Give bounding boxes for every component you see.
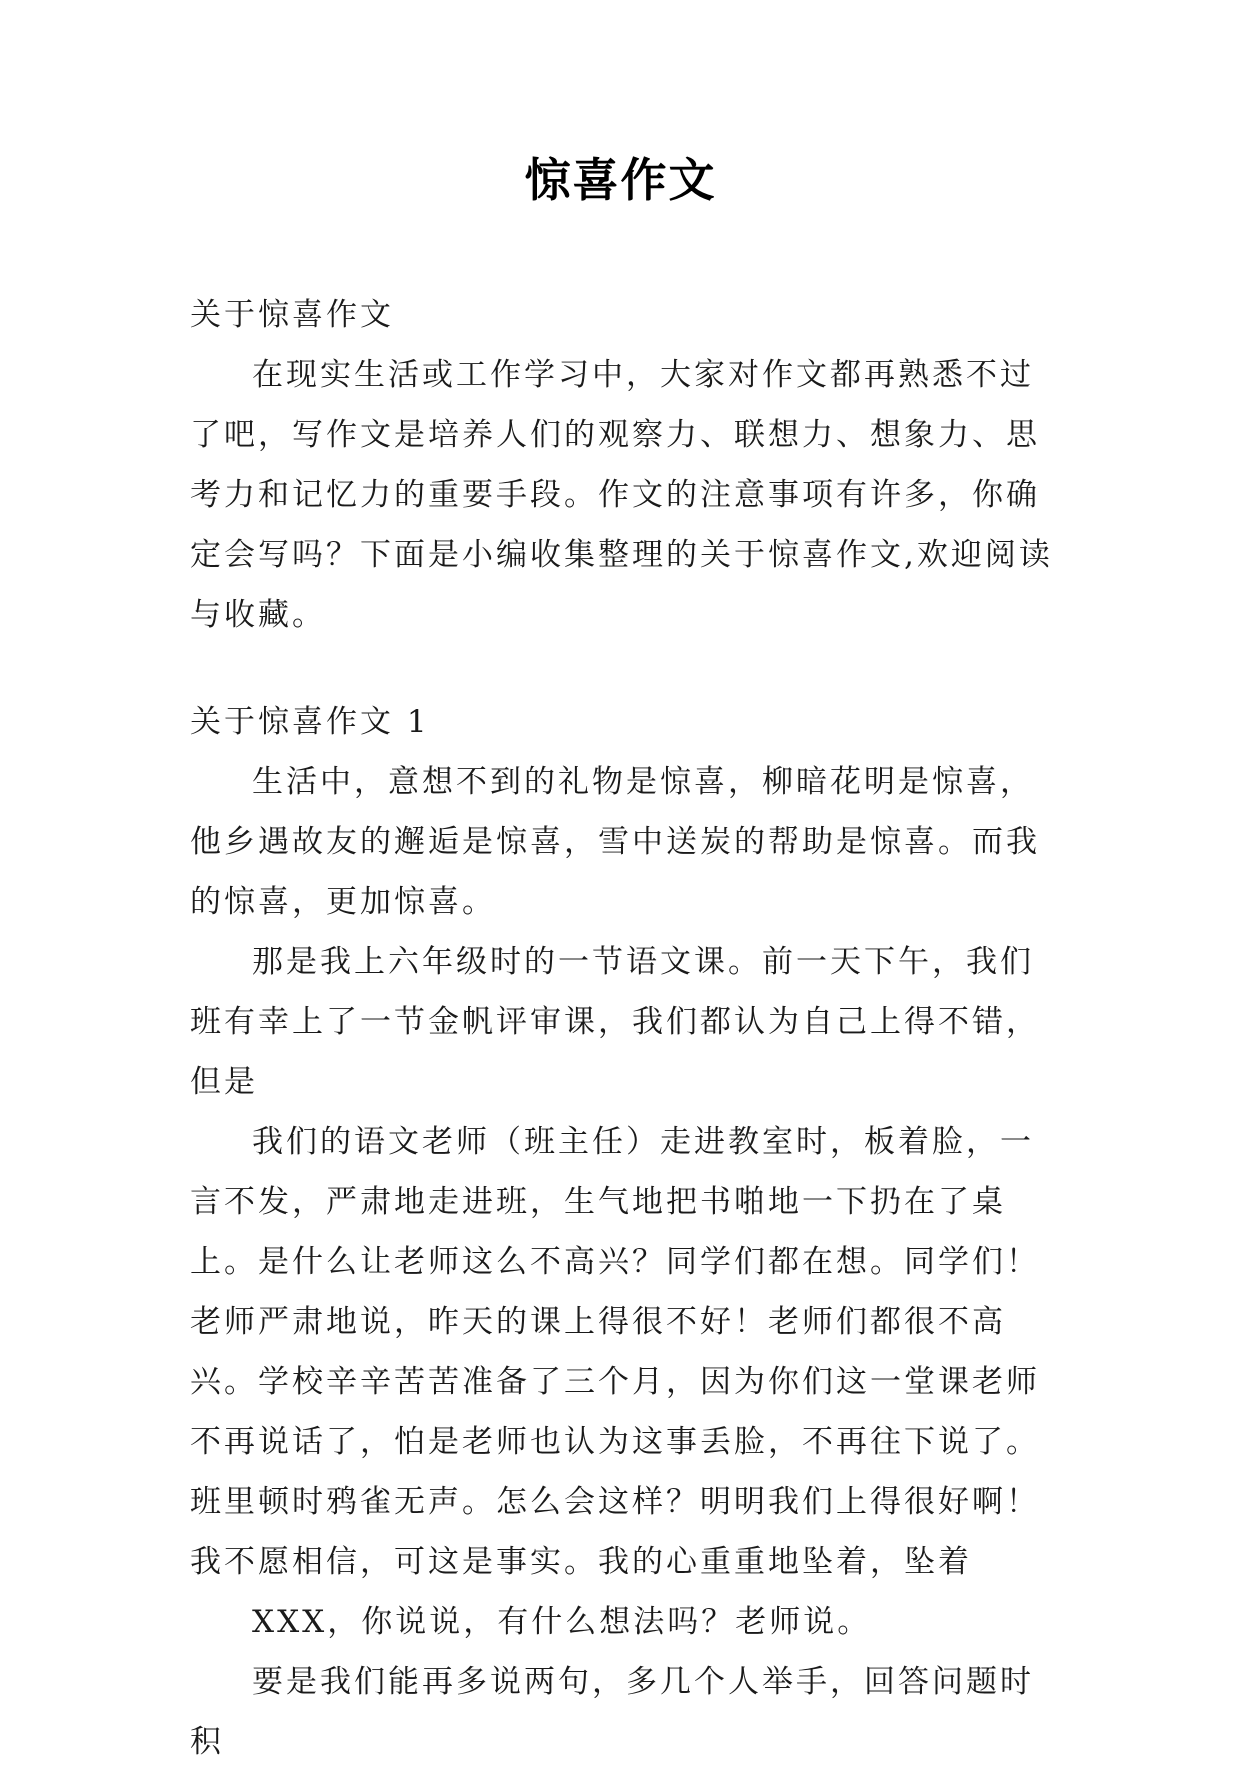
section-heading: 关于惊喜作文 1: [190, 704, 430, 740]
section-spacer: [190, 645, 1060, 692]
document-title: 惊喜作文: [524, 153, 717, 207]
body-paragraph: 生活中，意想不到的礼物是惊喜，柳暗花明是惊喜，他乡遇故友的邂逅是惊喜，雪中送炭的帮助是惊喜。而我的惊喜，更加惊喜。: [190, 764, 1040, 920]
body-paragraph: 我们的语文老师（班主任）走进教室时，板着脸，一言不发，严肃地走进班，生气地把书啪地一下扔在了桌上。是什么让老师这么不高兴？同学们都在想。同学们！老师严肃地说，昨天的课上得很不好！老师们都很不高兴。学校辛辛苦苦准备了三个月，因为你们这一堂课老师不再说话了，怕是老师也认为这事丢脸，不再往下说了。班里顿时鸦雀无声。怎么会这样？明明我们上得很好啊！我不愿相信，可这是事实。我的心重重地坠着，坠着: [190, 1124, 1040, 1580]
intro-paragraph: 在现实生活或工作学习中，大家对作文都再熟悉不过了吧，写作文是培养人们的观察力、联想力、想象力、思考力和记忆力的重要手段。作文的注意事项有许多，你确定会写吗？下面是小编收集整理的关于惊喜作文,欢迎阅读与收藏。: [190, 357, 1053, 633]
body-paragraph: 那是我上六年级时的一节语文课。前一天下午，我们班有幸上了一节金帆评审课，我们都认为自己上得不错，但是: [190, 944, 1040, 1100]
document-body: [190, 285, 1060, 1772]
body-paragraph: XXX，你说说，有什么想法吗？老师说。: [252, 1604, 872, 1640]
intro-heading: 关于惊喜作文: [190, 297, 394, 333]
body-paragraph: 要是我们能再多说两句，多几个人举手，回答问题时积: [190, 1664, 1034, 1760]
